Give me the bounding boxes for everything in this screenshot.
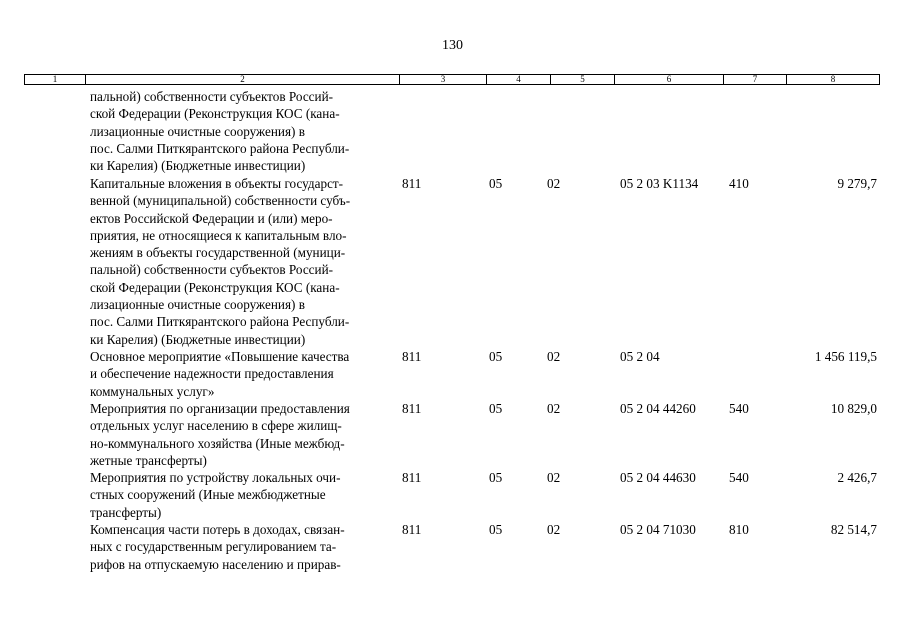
table-header-row [24, 74, 880, 85]
header-cell-4: 4 [486, 75, 550, 84]
header-cell-2: 2 [85, 75, 399, 84]
row-ministry-code: 811 [402, 176, 422, 191]
row-amount: 82 514,7 [830, 522, 877, 537]
row-description: Капитальные вложения в объекты государст- венной (муниципальной) собственности субъ- ектов Российской Федерации и (или) меро- приятия, не относящиеся к капитальным вло- жениям в объекты государственной (муници- пальной) собственности субъектов Россий- ской Федерации (Реконструкция КОС (кана- лизационные очистные сооружения) в пос. Салми Питкярантского района Республи- ки Карелия) (Бюджетные инвестиции) [90, 176, 351, 347]
row-amount: 1 456 119,5 [814, 349, 877, 364]
header-cell-8: 8 [786, 75, 879, 84]
row-target-article: 05 2 04 44260 [620, 401, 696, 416]
row-amount: 10 829,0 [830, 401, 877, 416]
row-section: 05 [489, 176, 503, 191]
row-target-article: 05 2 04 44630 [620, 470, 696, 485]
row-subsection: 02 [547, 349, 561, 364]
page-number: 130 [442, 38, 463, 53]
row-amount: 9 279,7 [837, 176, 877, 191]
row-expense-type: 540 [729, 401, 749, 416]
row-target-article: 05 2 04 71030 [620, 522, 696, 537]
header-cell-1: 1 [52, 74, 58, 84]
row-description: Основное мероприятие «Повышение качества и обеспечение надежности предоставления коммунальных услуг» [90, 349, 350, 399]
header-cell-3: 3 [399, 75, 486, 84]
row-section: 05 [489, 401, 503, 416]
row-target-article: 05 2 03 K1134 [620, 176, 699, 191]
continuation-text: пальной) собственности субъектов Россий- ской Федерации (Реконструкция КОС (кана- лизационные очистные сооружения) в пос. Салми Питкярантского района Республи- ки Карелия) (Бюджетные инвестиции) [90, 89, 350, 174]
row-amount: 2 426,7 [837, 470, 877, 485]
header-cell-6: 6 [614, 75, 723, 84]
row-ministry-code: 811 [402, 522, 422, 537]
row-ministry-code: 811 [402, 470, 422, 485]
header-cell-7: 7 [723, 75, 786, 84]
row-subsection: 02 [547, 522, 561, 537]
row-subsection: 02 [547, 401, 561, 416]
row-description: Мероприятия по организации предоставления отдельных услуг населению в сфере жилищ- но-коммунального хозяйства (Иные межбюд- жетные трансферты) [90, 401, 350, 468]
row-description: Компенсация части потерь в доходах, связан- ных с государственным регулированием та- рифов на отпускаемую населению и прирав- [90, 522, 345, 572]
row-expense-type: 410 [729, 176, 749, 191]
row-description: Мероприятия по устройству локальных очи- стных сооружений (Иные межбюджетные трансферты) [90, 470, 341, 520]
row-section: 05 [489, 349, 503, 364]
header-cell-5: 5 [550, 75, 614, 84]
row-subsection: 02 [547, 176, 561, 191]
row-subsection: 02 [547, 470, 561, 485]
row-section: 05 [489, 470, 503, 485]
row-ministry-code: 811 [402, 349, 422, 364]
row-expense-type: 540 [729, 470, 749, 485]
row-expense-type: 810 [729, 522, 749, 537]
row-target-article: 05 2 04 [620, 349, 660, 364]
row-section: 05 [489, 522, 503, 537]
row-ministry-code: 811 [402, 401, 422, 416]
